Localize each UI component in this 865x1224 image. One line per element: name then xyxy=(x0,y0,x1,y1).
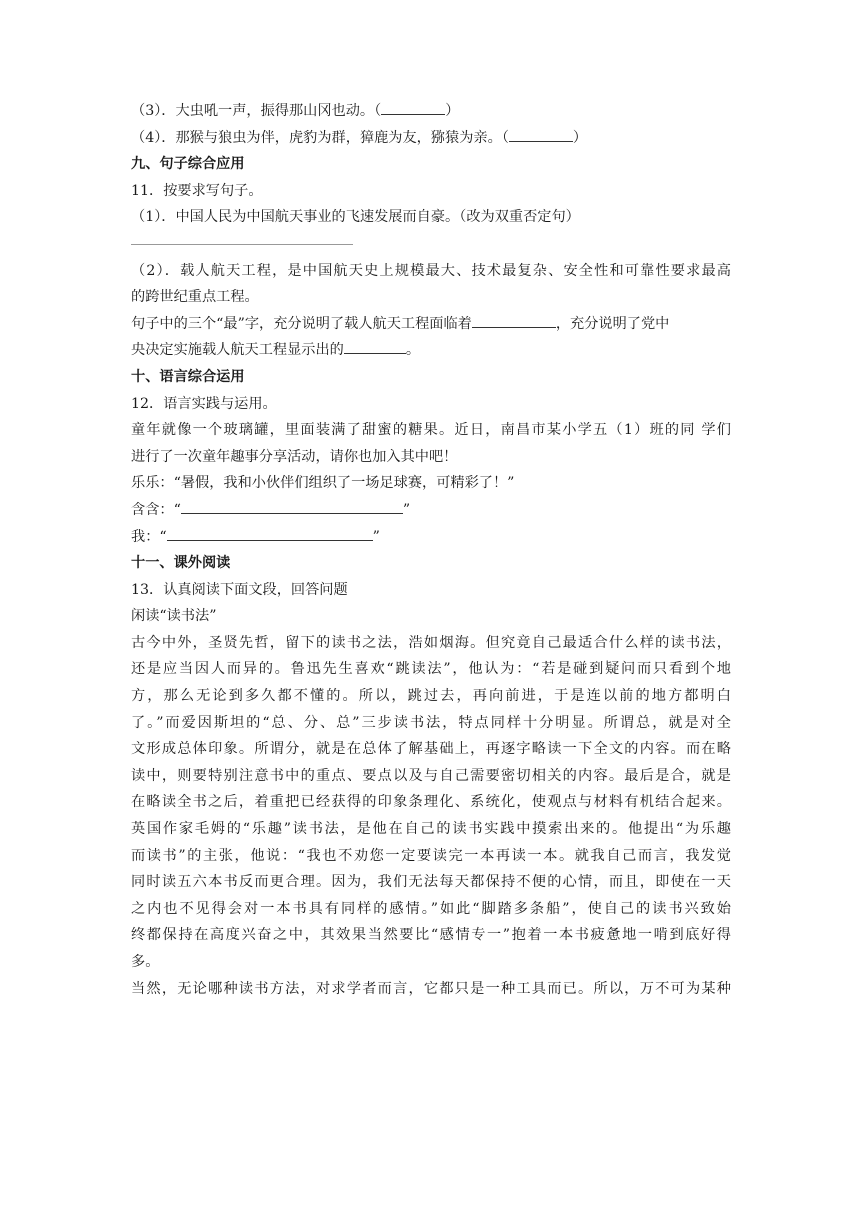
passage-line: 当然，无论哪种读书方法，对求学者而言，它都只是一种工具而已。所以，万不可为某种 xyxy=(131,980,731,997)
question-11-2-line-1: （2）．载人航天工程，是中国航天史上规模最大、技术最复杂、安全性和可靠性要求最高 xyxy=(131,262,731,279)
question-11-2-line-3 xyxy=(131,311,731,338)
question-12-paragraph-line-1: 童年就像一个玻璃罐，里面装满了甜蜜的糖果。近日，南昌市某小学五（1）班的同 学们 xyxy=(131,422,731,439)
question-3-text: （3）．大虫吼一声，振得那山冈也动。（ xyxy=(131,103,382,119)
passage-line: 方，那么无论到多久都不懂的。所以，跳过去，再向前进，于是连以前的地方都明白 xyxy=(131,688,731,705)
dialogue-me xyxy=(131,524,731,551)
passage-line: 还是应当因人而异的。鲁迅先生喜欢“跳读法”，他认为：“若是碰到疑问而只看到个地 xyxy=(131,661,731,678)
passage-line: 英国作家毛姆的“乐趣”读书法，是他在自己的读书实践中摸索出来的。他提出“为乐趣 xyxy=(131,821,731,838)
section-10-heading: 十、语言综合运用 xyxy=(131,368,245,385)
passage-line: 而读书”的主张，他说：“我也不劝您一定要读完一本再读一本。就我自己而言，我发觉 xyxy=(131,847,731,864)
question-13-stem: 13．认真阅读下面文段，回答问题 xyxy=(131,581,348,598)
question-text: 句子中的三个“最”字，充分说明了载人航天工程面临着 xyxy=(131,315,472,332)
question-11-2-line-2: 的跨世纪重点工程。 xyxy=(131,289,259,306)
speaker-label: 含含：“ xyxy=(131,501,181,518)
question-12-stem: 12．语言实践与运用。 xyxy=(131,395,277,412)
answer-line[interactable] xyxy=(131,231,731,258)
question-text: 央决定实施载人航天工程显示出的 xyxy=(131,342,344,359)
section-9-heading: 九、句子综合应用 xyxy=(131,156,245,173)
answer-blank[interactable] xyxy=(181,499,403,514)
question-11-2-line-4 xyxy=(131,337,731,364)
answer-blank[interactable] xyxy=(509,127,573,142)
worksheet-page xyxy=(131,98,731,1002)
passage-line: 多。 xyxy=(131,954,160,970)
passage-line: 在略读全书之后，着重把已经获得的印象条理化、系统化，使观点与材料有机结合起来。 xyxy=(131,794,731,811)
question-3 xyxy=(131,98,731,125)
close-quote: ” xyxy=(402,501,411,518)
passage-line: 同时读五六本书反而更合理。因为，我们无法每天都保持不便的心情，而且，即使在一天 xyxy=(131,874,731,891)
close-quote: ” xyxy=(372,528,380,545)
answer-blank[interactable] xyxy=(344,339,406,354)
passage-line: 了。”而爱因斯坦的“总、分、总”三步读书法，特点同样十分明显。所谓总，就是对全 xyxy=(131,714,731,731)
passage-line: 之内也不见得会对一本书具有同样的感情。”如此“脚踏多条船”，使自己的读书兴致始 xyxy=(131,900,731,917)
question-11-stem: 11．按要求写句子。 xyxy=(131,182,263,199)
question-4-close: ） xyxy=(572,129,588,146)
question-3-close: ） xyxy=(445,103,460,119)
question-11-1: （1）．中国人民为中国航天事业的飞速发展而自豪。（改为双重否定句） xyxy=(131,209,580,226)
passage-title: 闲读“读书法” xyxy=(131,608,217,625)
passage-line: 古今中外，圣贤先哲，留下的读书之法，浩如烟海。但究竟自己最适合什么样的读书法， xyxy=(131,634,731,651)
passage-line: 文形成总体印象。所谓分，就是在总体了解基础上，再逐字略读一下全文的内容。而在略 xyxy=(131,741,731,758)
section-11-heading: 十一、课外阅读 xyxy=(131,555,231,572)
passage-line: 终都保持在高度兴奋之中，其效果当然要比“感情专一”抱着一本书疲惫地一啃到底好得 xyxy=(131,927,731,944)
question-text: ，充分说明了党中 xyxy=(555,315,670,332)
question-12-paragraph-line-2: 进行了一次童年趣事分享活动，请你也加入其中吧！ xyxy=(131,448,458,465)
answer-blank[interactable] xyxy=(167,526,373,541)
question-4-text: （4）．那猴与狼虫为伴，虎豹为群，獐鹿为友，猕猿为亲。（ xyxy=(131,129,509,146)
question-text: 。 xyxy=(405,342,421,359)
speaker-label: 我：“ xyxy=(131,528,167,545)
dialogue-hanhan xyxy=(131,497,731,524)
dialogue-lele: 乐乐：“暑假，我和小伙伴们组织了一场足球赛，可精彩了！” xyxy=(131,475,515,492)
passage-line: 读中，则要特别注意书中的重点、要点以及与自己需要密切相关的内容。最后是合，就是 xyxy=(131,767,731,784)
question-4 xyxy=(131,125,731,152)
answer-blank[interactable] xyxy=(381,100,445,115)
answer-blank[interactable] xyxy=(472,313,556,328)
